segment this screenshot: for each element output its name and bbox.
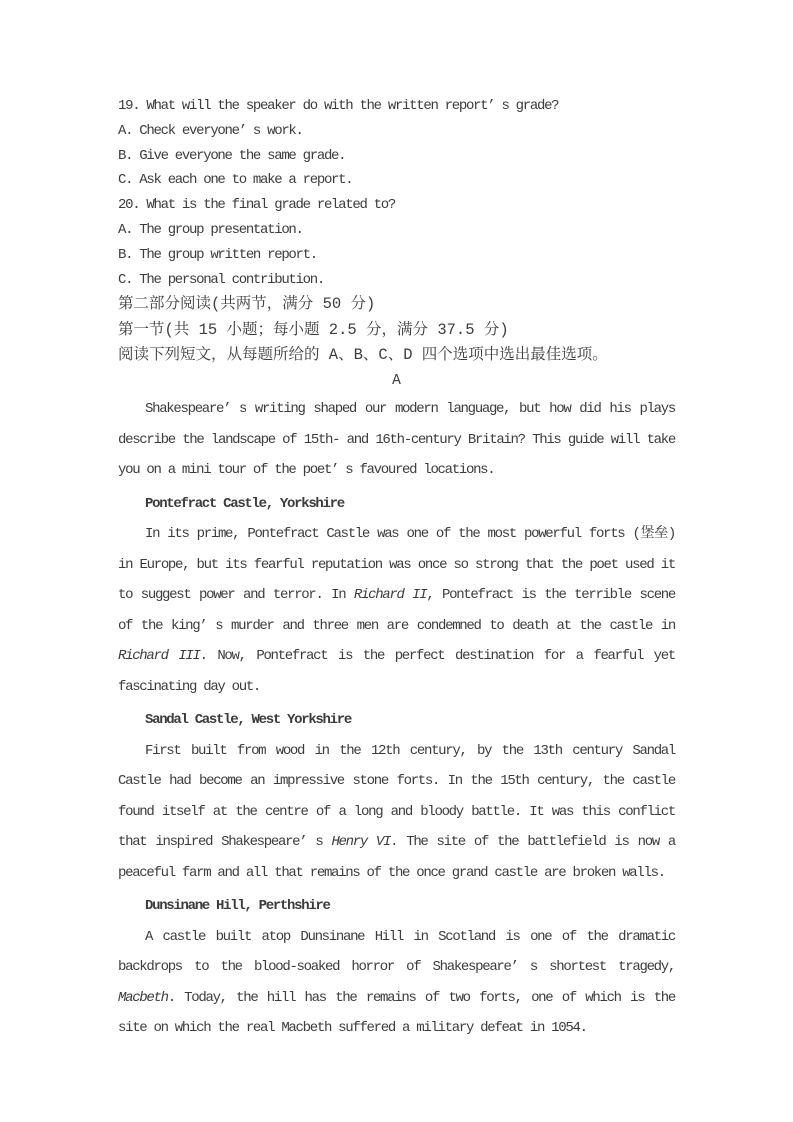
part-header: 第二部分阅读(共两节，满分 50 分) xyxy=(118,295,376,314)
reading-section xyxy=(118,292,675,1043)
question-20-option-b: B. The group written report. xyxy=(118,246,317,263)
question-20-option-a: A. The group presentation. xyxy=(118,221,303,238)
passage-paragraph-pontefract: In its prime, Pontefract Castle was one of the most powerful forts (堡垒) in Europe, but its fearful reputation was once so strong that the poet used it to suggest power and terror. In Richard II, Pontefract is the terrible scene of the king’ s murder and three men are condemned to death at the castle in Richard III. Now, Pontefract is the perfect destination for a fearful yet fascinating day out. xyxy=(118,526,676,695)
section-header: 第一节(共 15 小题；每小题 2.5 分，满分 37.5 分) xyxy=(118,320,509,339)
question-19-option-a: A. Check everyone’ s work. xyxy=(118,122,303,139)
listening-section xyxy=(118,94,675,292)
passage-heading-sandal: Sandal Castle, West Yorkshire xyxy=(145,712,351,728)
question-19-text: 19. What will the speaker do with the written report’ s grade? xyxy=(118,98,559,114)
passage-section-dunsinane xyxy=(118,891,675,1044)
instructions: 阅读下列短文，从每题所给的 A、B、C、D 四个选项中选出最佳选项。 xyxy=(118,346,608,365)
passage-paragraph-dunsinane: A castle built atop Dunsinane Hill in Scotland is one of the dramatic backdrops to the blood-soaked horror of Shakespeare’ s shortest tragedy, Macbeth. Today, the hill has the remains of two forts, one of which is the site on which the real Macbeth suffered a military defeat in 1054. xyxy=(118,928,675,1036)
question-19-option-c: C. Ask each one to make a report. xyxy=(118,172,353,189)
question-19-option-b: B. Give everyone the same grade. xyxy=(118,147,346,164)
passage-heading-dunsinane: Dunsinane Hill, Perthshire xyxy=(145,898,330,914)
passage-intro-paragraph: Shakespeare’ s writing shaped our modern language, but how did his plays describe the landscape of 15th- and 16th-century Britain? This guide will take you on a mini tour of the poet’ s favoured locations. xyxy=(118,401,675,478)
passage-heading-pontefract: Pontefract Castle, Yorkshire xyxy=(145,495,344,512)
passage-section-sandal xyxy=(118,705,675,888)
passage-section-pontefract xyxy=(118,489,675,703)
passage-paragraph-sandal: First built from wood in the 12th century, by the 13th century Sandal Castle had become an impressive stone forts. In the 15th century, the castle found itself at the centre of a long and bloody battle. It was this conflict that inspired Shakespeare’ s Henry VI. The site of the battlefield is now a peaceful farm and all that remains of the once grand castle are broken walls. xyxy=(118,742,675,881)
question-20-option-c: C. The personal contribution. xyxy=(118,271,324,288)
question-20-text: 20. What is the final grade related to? xyxy=(118,197,395,214)
passage-label: A xyxy=(392,372,401,389)
